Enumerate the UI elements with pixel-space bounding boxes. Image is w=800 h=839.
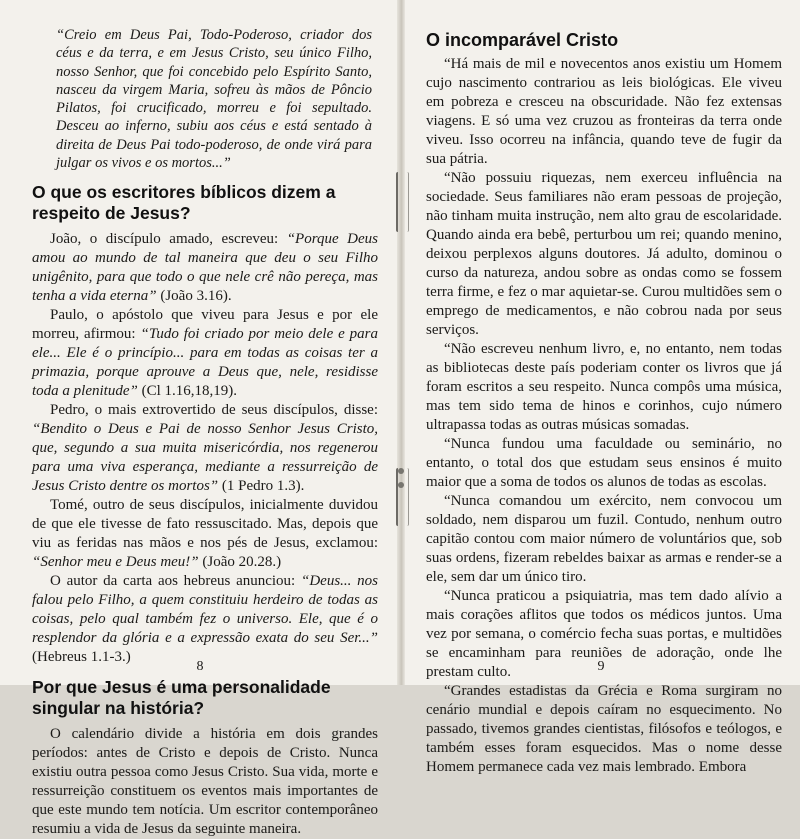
paragraph-hebrews-ref: (Hebreus 1.1-3.) [32, 649, 131, 666]
paragraph-hebrews-intro: O autor da carta aos hebreus anunciou: [50, 573, 301, 590]
paragraph-paul-intro: Paulo, o apóstolo que viveu para Jesus e por ele morreu, afirmou: [32, 307, 378, 343]
page-number-left: 8 [196, 659, 204, 674]
paragraph-thomas-intro: Tomé, outro de seus discípulos, inicialmente duvidou de que ele tivesse de fato ressuscitado. Mas, depois que viu as feridas nas mãos e nos pés de Jesus, exclamou: [32, 497, 378, 552]
paragraph-john-intro: João, o discípulo amado, escreveu: [50, 231, 287, 248]
paragraph-john-quote: “Porque Deus amou ao mundo de tal maneira que deu o seu Filho unigênito, para que todo o que nele crê não pereça, mas tenha a vida eterna” [32, 231, 378, 305]
paragraph-paul-quote: “Tudo foi criado por meio dele e para ele... Ele é o princípio... para em todas as coisas ter a primazia, porque aprouve a Deus que, nele, residisse toda a plenitude” [32, 326, 378, 400]
paragraph-paul [32, 306, 378, 401]
paragraph-books: “Não escreveu nenhum livro, e, no entanto, nem todas as bibliotecas deste país poderiam conter os livros que já foram escritos a seu respeito. Nunca compôs uma música, mas tem sido tema de hinos e corinhos, cujo número ultrapassa todas as outras músicas somadas. [426, 341, 782, 433]
paragraph-college: “Nunca fundou uma faculdade ou seminário, no entanto, o total dos que estudam seus ensinos é muito maior que a soma de todos os alunos de todas as escolas. [426, 436, 782, 490]
left-page [0, 0, 400, 838]
paragraph-peter [32, 401, 378, 496]
paragraph-hebrews-quote: “Deus... nos falou pelo Filho, a quem constituiu herdeiro de todas as coisas, pelo qual também fez o universo. Ele, que é o resplendor da glória e a expressão exata do seu Ser...” [32, 573, 378, 647]
paragraph-john-ref: (João 3.16). [156, 288, 232, 305]
heading-incomparable-christ: O incomparável Cristo [426, 30, 619, 50]
right-page [402, 0, 800, 775]
paragraph-psychiatry: “Nunca praticou a psiquiatria, mas tem dado alívio a mais corações aflitos que todos os médicos juntos. Uma vez por semana, o comércio fecha suas portas, e multidões se encaminham para reuniões de adoração, onde lhe prestam culto. [426, 588, 782, 680]
paragraph-statesmen: “Grandes estadistas da Grécia e Roma surgiram no cenário mundial e depois caíram no esquecimento. No passado, tivemos grandes cientistas, filósofos e teólogos, e também esses foram esquecidos. Mas o nome desse Homem permanece cada vez mais lembrado. Embora [426, 683, 782, 775]
paragraph-thomas-ref: (João 20.28.) [198, 554, 282, 571]
paragraph-thomas [32, 496, 378, 572]
paragraph-peter-quote: “Bendito o Deus e Pai de nosso Senhor Jesus Cristo, que, segundo a sua muita misericórdia, nos regenerou para uma viva esperança, mediante a ressurreição de Jesus Cristo dentre os mortos” [32, 421, 378, 495]
paragraph-paul-ref: (Cl 1.16,18,19). [137, 383, 237, 400]
paragraph-calendar: O calendário divide a história em dois grandes períodos: antes de Cristo e depois de Cristo. Nunca existiu outra pessoa como Jesus Cristo. Sua vida, morte e ressurreição constituem os eventos mais importantes de que este mundo tem notícia. Um escritor contemporâneo resumiu a vida de Jesus da seguinte maneira. [32, 726, 378, 838]
paragraph-john [32, 230, 378, 306]
page-number-right: 9 [597, 659, 605, 674]
paragraph-thomas-quote: “Senhor meu e Deus meu!” [32, 554, 199, 571]
paragraph-riches: “Não possuiu riquezas, nem exerceu influência na sociedade. Seus familiares não eram pessoas de projeção, não tinham muita instrução, nem alto grau de escolaridade. Quando ainda era bebê, perturbou um rei; quando menino, deixou perplexos alguns doutores. Já adulto, dominou o curso da natureza, andou sobre as ondas como se fossem terra firme, e fez o mar aquietar-se. Curou multidões sem o emprego de medicamentos, e não cobrou nada por seus serviços. [426, 170, 782, 338]
heading-what-biblical-writers-say: O que os escritores bíblicos dizem a respeito de Jesus? [32, 182, 336, 224]
paragraph-peter-ref: (1 Pedro 1.3). [218, 478, 305, 495]
heading-why-jesus-unique: Por que Jesus é uma personalidade singular na história? [32, 677, 331, 719]
paragraph-army: “Nunca comandou um exército, nem convocou um soldado, nem disparou um fuzil. Contudo, nenhum outro capitão contou com maior número de voluntários que, sob suas ordens, fizeram rebeldes baixar as armas e render-se a ele, sem dar um único tiro. [426, 493, 782, 585]
paragraph-hebrews [32, 572, 378, 667]
paragraph-peter-intro: Pedro, o mais extrovertido de seus discípulos, disse: [50, 402, 378, 419]
paragraph-birth: “Há mais de mil e novecentos anos existiu um Homem cujo nascimento contrariou as leis biológicas. Ele viveu em pobreza e cresceu na obscuridade. Não fez extensas viagens. E só uma vez cruzou as fronteiras da terra onde viveu. Isso ocorreu na infância, quando teve de fugir da sua pátria. [426, 56, 782, 167]
apostles-creed-quote: “Creio em Deus Pai, Todo-Poderoso, criador dos céus e da terra, e em Jesus Cristo, seu único Filho, nosso Senhor, que foi concebido pelo Espírito Santo, nasceu da virgem Maria, sofreu às mãos de Pôncio Pilatos, foi crucificado, morreu e foi sepultado. Desceu ao inferno, subiu aos céus e está sentado à direita de Deus Pai todo-poderoso, de onde virá para julgar os vivos e os mortos...” [56, 27, 372, 172]
